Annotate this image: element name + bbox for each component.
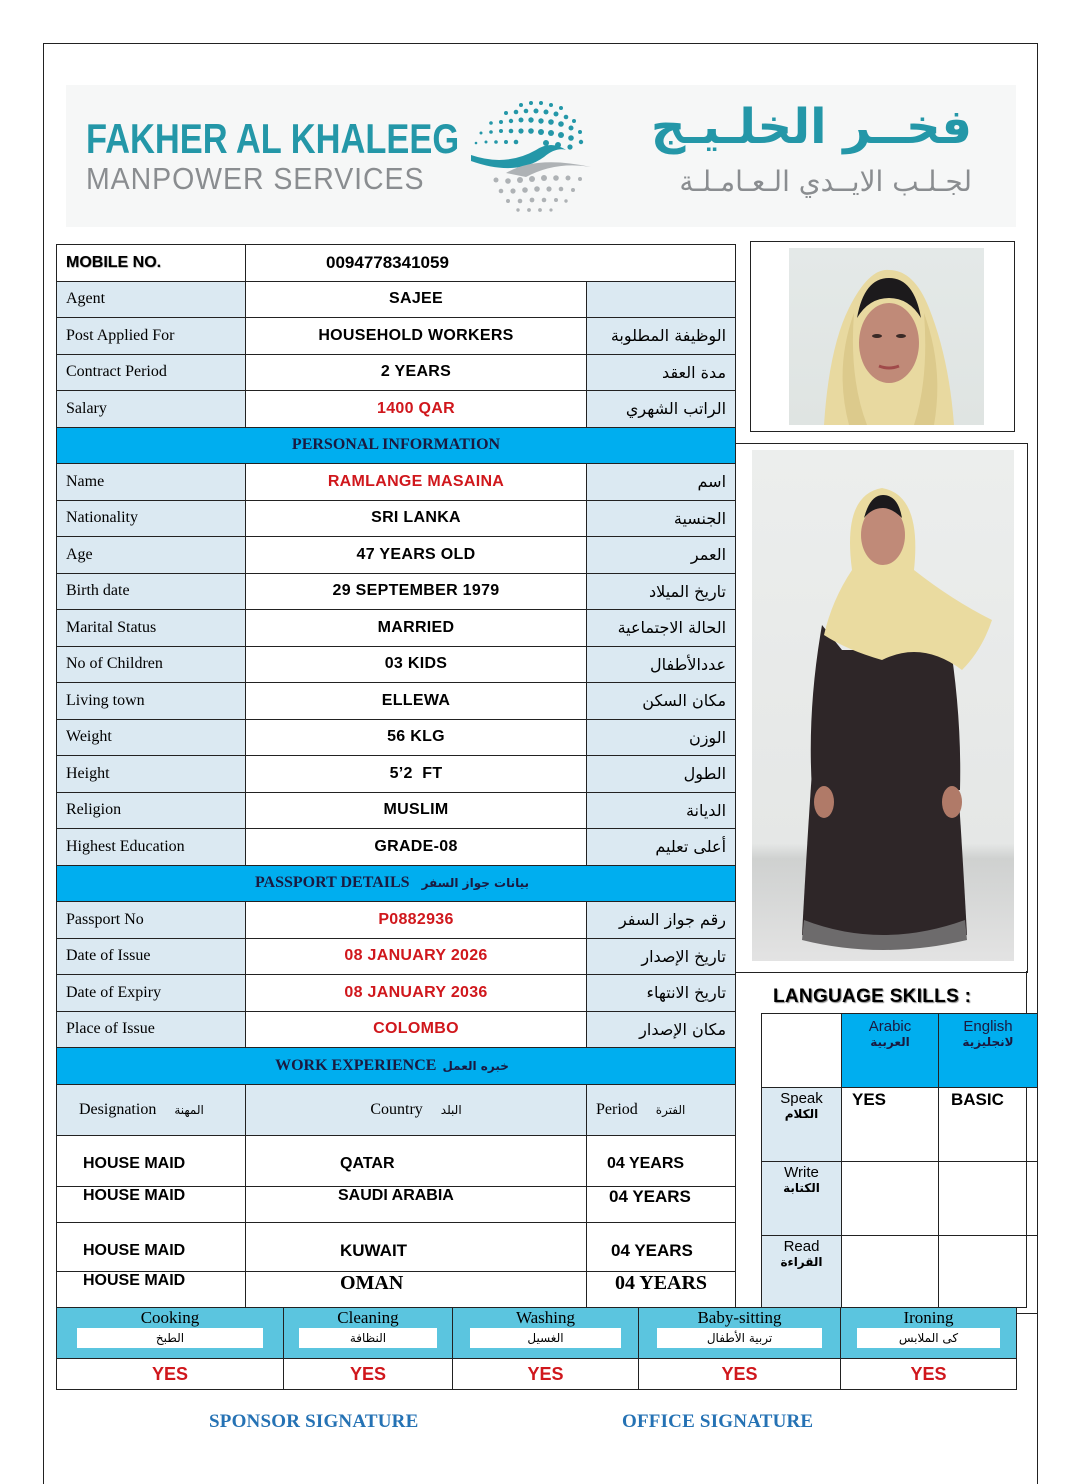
row-label-ar: الطول [587,756,736,793]
cv-table [56,244,736,1313]
company-logo [66,85,1016,227]
company-name-ar: فخــر الخلـيـج [650,99,972,155]
col-header-country: Country البلد [246,1084,587,1135]
row-label-ar: مدة العقد [587,354,736,391]
passport-row-number [57,902,736,939]
section-header-personal: PERSONAL INFORMATION [57,427,736,464]
row-label: Height [57,756,246,793]
passport-row-expiry-date [57,975,736,1012]
row-label-ar: الوظيفة المطلوبة [587,318,736,355]
lang-read-arabic [842,1236,939,1314]
exp-country: OMAN [246,1272,587,1313]
exp-designation: HOUSE MAID [57,1272,246,1313]
portrait-photo-frame [750,241,1015,432]
lang-corner-cell [762,1014,842,1088]
info-row-agent [57,281,736,318]
language-skills-table [761,1013,1038,1314]
row-value: 5’2 FT [246,756,587,793]
row-label-ar: مكان السكن [587,683,736,720]
skills-header-row [57,1308,1017,1359]
personal-row-nationality [57,500,736,537]
skill-value: YES [57,1359,284,1390]
row-label: Highest Education [57,829,246,866]
row-value: COLOMBO [246,1011,587,1048]
exp-designation: HOUSE MAID [57,1223,246,1272]
row-label: Marital Status [57,610,246,647]
skill-value: YES [639,1359,841,1390]
row-label-ar: الوزن [587,719,736,756]
passport-row-issue-date [57,938,736,975]
skill-value: YES [453,1359,639,1390]
lang-col-arabic: Arabic العربية [842,1014,939,1088]
language-skills-title: LANGUAGE SKILLS : [773,986,972,1007]
row-value: 29 SEPTEMBER 1979 [246,573,587,610]
globe-logo-icon [466,95,596,220]
lang-row-label: Read القراءة [762,1236,842,1314]
sponsor-signature-label: SPONSOR SIGNATURE [209,1411,419,1432]
info-row-contract [57,354,736,391]
personal-row-height [57,756,736,793]
lang-speak-english: BASIC [939,1088,1038,1162]
company-name-en: FAKHER AL KHALEEG [86,115,460,162]
row-label: Name [57,464,246,501]
row-label-ar: تاريخ الانتهاء [587,975,736,1012]
experience-row [57,1186,736,1223]
company-subtitle-en: MANPOWER SERVICES [86,161,425,196]
skill-washing: Washing الغسيل [453,1308,639,1359]
row-value: 2 YEARS [246,354,587,391]
row-label: Agent [57,281,246,318]
row-label: Place of Issue [57,1011,246,1048]
experience-row [57,1135,736,1186]
row-value: 08 JANUARY 2036 [246,975,587,1012]
row-value: 03 KIDS [246,646,587,683]
row-label: No of Children [57,646,246,683]
lang-row-write [762,1162,1038,1236]
skill-cooking: Cooking الطبخ [57,1308,284,1359]
skill-ironing: Ironing كى الملابس [841,1308,1017,1359]
row-label-ar: أعلى تعليم [587,829,736,866]
lang-row-speak [762,1088,1038,1162]
row-value: ELLEWA [246,683,587,720]
row-label-ar: رقم جواز السفر [587,902,736,939]
row-label-ar: الجنسية [587,500,736,537]
row-value: MUSLIM [246,792,587,829]
skill-value: YES [284,1359,453,1390]
exp-period: 04 YEARS [587,1223,736,1272]
row-value: SRI LANKA [246,500,587,537]
exp-designation: HOUSE MAID [57,1135,246,1186]
row-value: GRADE-08 [246,829,587,866]
row-label-ar: الديانة [587,792,736,829]
row-label: Date of Expiry [57,975,246,1012]
row-label: Nationality [57,500,246,537]
exp-period: 04 YEARS [587,1186,736,1223]
row-value: 56 KLG [246,719,587,756]
mobile-label: MOBILE NO. [57,245,246,282]
skill-babysitting: Baby-sitting تربية الأطفال [639,1308,841,1359]
office-signature-label: OFFICE SIGNATURE [622,1411,814,1432]
exp-period: 04 YEARS [587,1135,736,1186]
row-label-ar: العمر [587,537,736,574]
col-header-period: Period الفترة [587,1084,736,1135]
row-value: RAMLANGE MASAINA [246,464,587,501]
section-header-experience [57,1048,736,1085]
mobile-row [57,245,736,282]
personal-row-children [57,646,736,683]
skills-table [56,1307,1017,1390]
col-header-designation: Designation المهنة [57,1084,246,1135]
personal-row-weight [57,719,736,756]
row-label: Weight [57,719,246,756]
lang-row-label: Write الكتابة [762,1162,842,1236]
lang-write-english [939,1162,1038,1236]
personal-row-religion [57,792,736,829]
row-label-ar [587,281,736,318]
lang-row-read [762,1236,1038,1314]
exp-country: KUWAIT [246,1223,587,1272]
row-label-ar: مكان الإصدار [587,1011,736,1048]
lang-write-arabic [842,1162,939,1236]
experience-header-row [57,1084,736,1135]
row-label: Age [57,537,246,574]
section-header-passport [57,865,736,902]
section-title-ar: بيانات جواز السفر [421,876,530,891]
row-label-ar: الحالة الاجتماعية [587,610,736,647]
row-label: Religion [57,792,246,829]
row-label: Birth date [57,573,246,610]
section-title: PASSPORT DETAILS [254,874,410,892]
full-body-photo-frame [735,443,1028,973]
skill-value: YES [841,1359,1017,1390]
lang-row-label: Speak الكلام [762,1088,842,1162]
row-value: HOUSEHOLD WORKERS [246,318,587,355]
lang-col-english: English لانجليزية [939,1014,1038,1088]
row-value: SAJEE [246,281,587,318]
company-subtitle-ar: لجـلـب الايــدي الـعـامـلـة [679,165,972,198]
lang-read-english [939,1236,1038,1314]
exp-country: SAUDI ARABIA [246,1186,587,1223]
row-label: Living town [57,683,246,720]
personal-row-marital [57,610,736,647]
personal-row-name [57,464,736,501]
exp-period: 04 YEARS [587,1272,736,1313]
row-label-ar: تاريخ الإصدار [587,938,736,975]
lang-speak-arabic: YES [842,1088,939,1162]
row-label: Passport No [57,902,246,939]
skill-cleaning: Cleaning النظافة [284,1308,453,1359]
personal-row-education [57,829,736,866]
row-label-ar: تاريخ الميلاد [587,573,736,610]
section-title-ar: خبره العمل [442,1058,509,1073]
exp-designation: HOUSE MAID [57,1186,246,1223]
row-label-ar: الراتب الشهري [587,391,736,428]
info-row-salary [57,391,736,428]
row-label: Date of Issue [57,938,246,975]
section-title: WORK EXPERIENCE [275,1056,437,1074]
personal-row-age [57,537,736,574]
row-value: P0882936 [246,902,587,939]
skills-value-row [57,1359,1017,1390]
row-value: 47 YEARS OLD [246,537,587,574]
info-row-post [57,318,736,355]
exp-country: QATAR [246,1135,587,1186]
row-label: Salary [57,391,246,428]
mobile-value: 0094778341059 [246,245,736,282]
full-body-photo [752,450,1014,961]
passport-row-place [57,1011,736,1048]
row-label: Contract Period [57,354,246,391]
personal-row-birthdate [57,573,736,610]
row-value: MARRIED [246,610,587,647]
row-value: 1400 QAR [246,391,587,428]
row-value: 08 JANUARY 2026 [246,938,587,975]
row-label: Post Applied For [57,318,246,355]
row-label-ar: عددالأطفال [587,646,736,683]
personal-row-town [57,683,736,720]
experience-row [57,1223,736,1272]
row-label-ar: اسم [587,464,736,501]
portrait-photo [789,248,984,425]
